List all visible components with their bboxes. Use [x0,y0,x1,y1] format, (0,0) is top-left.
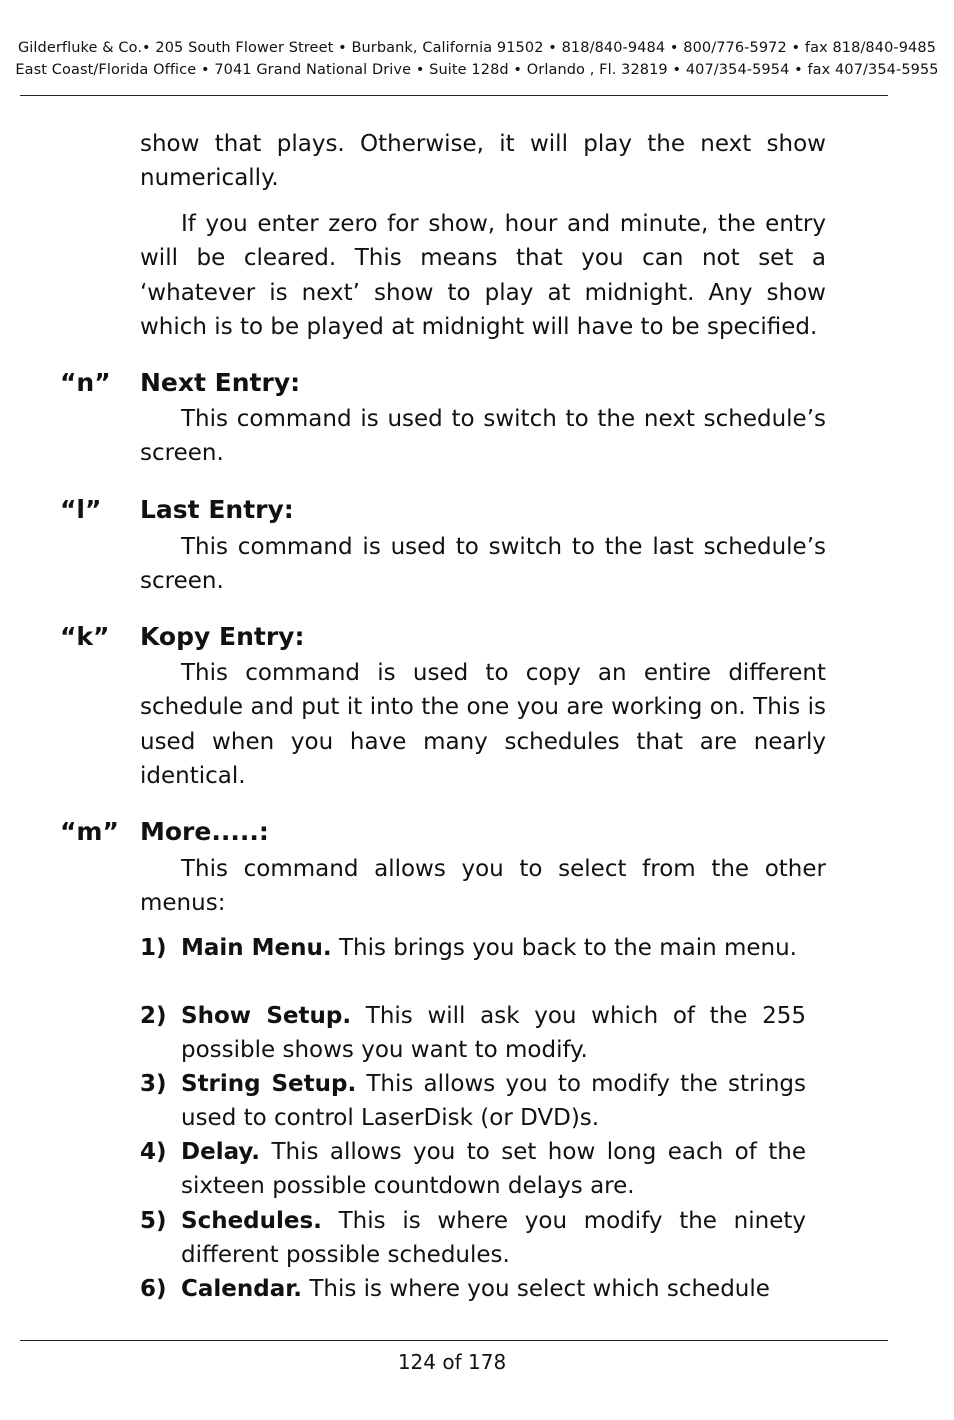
section-heading-next-entry: Next Entry: [140,368,301,397]
list-item-label: Calendar. [181,1276,303,1302]
list-item [140,1272,806,1306]
list-item-text: This is where you select which schedule [302,1276,770,1302]
list-item [140,1135,806,1204]
command-key-m: “m” [60,817,119,846]
list-item-number: 1) [140,935,167,961]
list-item-text: This will ask you which of the 255 possible shows you want to modify. [181,1003,806,1064]
command-key-l: “l” [60,495,102,524]
list-item-label: Show Setup. [181,1003,352,1029]
list-item-text: This allows you to modify the strings used to control LaserDisk (or DVD)s. [181,1071,806,1132]
list-item-number: 2) [140,1003,167,1029]
section-heading-last-entry: Last Entry: [140,495,294,524]
command-key-n: “n” [60,368,111,397]
section-heading-more: More.....: [140,817,269,846]
list-item [140,1204,806,1273]
list-item-text: This is where you modify the ninety different possible schedules. [181,1208,806,1269]
list-item-number: 6) [140,1276,167,1302]
list-item-label: String Setup. [181,1071,357,1097]
section-body-last-entry: This command is used to switch to the last schedule’s screen. [140,534,826,595]
intro-paragraph-1: show that plays. Otherwise, it will play the next show numerically. [140,131,826,192]
section-heading-kopy-entry: Kopy Entry: [140,622,305,651]
list-item-text: This allows you to set how long each of the sixteen possible countdown delays are. [181,1139,806,1200]
list-item-label: Main Menu. [181,935,332,961]
footer-rule [20,1340,888,1341]
page-number: 124 of 178 [397,1350,507,1374]
header-rule [20,95,888,96]
section-body-next-entry: This command is used to switch to the next schedule’s screen. [140,406,826,467]
list-item-label: Delay. [181,1139,261,1165]
list-item-number: 4) [140,1139,167,1165]
header-address-line-1: Gilderfluke & Co.• 205 South Flower Street • Burbank, California 91502 • 818/840-9484 • 800/776-5972 • fax 818/840-9485 [17,40,937,56]
list-item-number: 3) [140,1071,167,1097]
list-item-number: 5) [140,1208,167,1234]
intro-paragraph-2: If you enter zero for show, hour and minute, the entry will be cleared. This means that you can not set a ‘whatever is next’ show to play at midnight. Any show which is to be played at midnight will have to be specified. [140,211,826,340]
section-body-kopy-entry: This command is used to copy an entire different schedule and put it into the one you are working on. This is used when you have many schedules that are nearly identical. [140,660,826,789]
list-item-label: Schedules. [181,1208,322,1234]
header-address-line-2: East Coast/Florida Office • 7041 Grand National Drive • Suite 128d • Orlando , Fl. 32819 • 407/354-5954 • fax 407/354-5955 [15,62,939,78]
list-item [140,1067,806,1136]
command-key-k: “k” [60,622,110,651]
list-item [140,999,806,1068]
list-item-text: This brings you back to the main menu. [331,935,797,961]
list-item [140,931,806,965]
section-body-more: This command allows you to select from the other menus: [140,856,826,917]
